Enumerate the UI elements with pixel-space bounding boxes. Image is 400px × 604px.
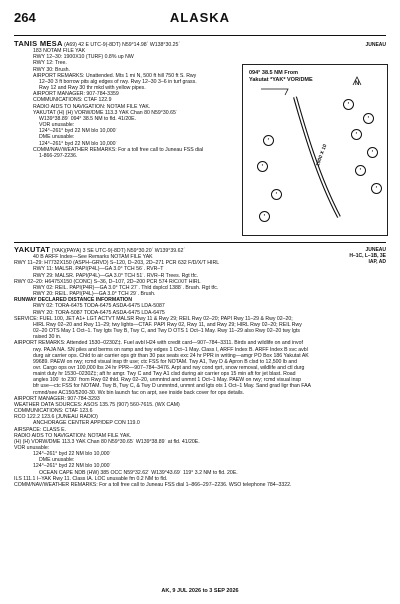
diagram-graphic <box>243 65 387 235</box>
text-line: COMM/NAV/WEATHER REMARKS: For a toll free call to Juneau FSS dial <box>33 146 204 153</box>
airport-name: TANIS MESA <box>14 41 63 48</box>
text-line: raised 30 in. <box>33 334 62 341</box>
text-line: RWY 11–29: H7732X150 (ASPH–GRVD) S–120, D–203, 2D–271 PCR 632 F/D/X/T HIRL <box>14 260 220 267</box>
airport-info: (A69) 42 E UTC-9(-8DT) N59°14.98´ W138°30.25´ <box>64 42 181 48</box>
text-line: 124°–261° byd 22 NM blo 10,000´ <box>33 451 112 458</box>
text-line: W139°38.89´ 094° 38.5 NM to fld. 41/20E. <box>39 115 137 122</box>
text-line: 99689. PAEW on rwy; rcmd visual insp tfr use; ctc FSS for NOTAM. Twy A1, Twy D & Apron B clsd to 12,500 lb and <box>33 358 297 365</box>
state-title: ALASKA <box>169 10 231 25</box>
text-line: ILS 111.1 I–YAK Rwy 11. Class IA. LOC unusable fm 0.2 NM to fld. <box>14 475 168 482</box>
text-line: 40 B ARFF Index—See Remarks NOTAM FILE YAK <box>33 254 153 261</box>
text-line: SERVICE: FUEL 100, JET A1+ LGT ACTVT MALSR Rwy 11 & Rwy 29; REIL Rwy 02–20; PAPI Rwy 11–29 & Rwy 02–20; <box>14 315 293 322</box>
text-line: RWY 02: REIL. PAPI(P4R)—GA 3.0° TCH 27´. Thld dsplcd 1388´. Brush. Rgt tfc. <box>33 284 219 291</box>
text-line: RADIO AIDS TO NAVIGATION: NOTAM FILE YAK. <box>14 432 132 439</box>
text-line: rwy. PAJA NA. SN piles and berms on ramp and twy edges 1 Oct–1 May. Class I, ARFF Index B. ARFF Index B svc avbl <box>33 346 308 353</box>
text-line: AIRPORT REMARKS: Unattended. Mts 1 mi N, 500 ft hill 750 ft S. Rwy <box>33 72 197 79</box>
text-line: DME unusable: <box>39 457 75 464</box>
text-line: bfr use—ctc FSS for NOTAM. Twy B, Twy C, & Twy D unmntnd, unmnt and lgts ots 1 Oct–1 May. Sand grad ligr than FAA <box>33 383 312 390</box>
text-line: (H) (H) VORW/DME 113.3 YAK Chan 80 N59°30.65´ W139°38.89´ at fld. 41/20E. <box>14 438 200 445</box>
airport-name: YAKUTAT <box>14 247 51 254</box>
text-line: COMM/NAV/WEATHER REMARKS: For a toll free call to Juneau FSS dial 1–866–297–2236. WSO telephone 784–3322. <box>14 481 292 488</box>
text-line: WEATHER DATA SOURCES: ASOS 135.75 (907) 560-7615. (WX CAM) <box>14 401 180 408</box>
text-line: RWY 12: Tree. <box>33 60 67 67</box>
text-line: RWY 29: MALSR. PAPI(P4L)—GA 3.0° TCH 51´. RVR–R Trees. Rgt tfc. <box>33 272 199 279</box>
region-label: JUNEAU <box>365 247 386 253</box>
airport-info: (YAK)(PAYA) 3 SE UTC-9(-8DT) N59°30.20´ W139°39.62´ <box>51 248 186 254</box>
text-line: DME unusable: <box>39 134 75 141</box>
text-line: angles 100´ to 230´ from Rwy 02 thld. Rwy 02–20, unmntnd and unmnt 1 Oct–1 May. PAEW on rwy; rcmd visual insp <box>33 377 301 384</box>
text-line: 183 NOTAM FILE YAK <box>33 48 86 55</box>
header-rule <box>14 35 386 36</box>
yakutat-title-line <box>14 247 386 254</box>
text-line: YAKUTAT (H) (H) VORW/DME 113.3 YAK Chan 80 N59°30.65´ <box>33 109 178 116</box>
text-line: VOR unusable: <box>39 122 75 129</box>
text-line: 12–30 3 ft borrow pits alg edges of rwy. Rwy 12–30 3–6 in turf grass. <box>39 78 197 85</box>
text-line: RWY 11: MALSR. PAPI(P4L)—GA 3.0° TCH 56´. RVR–T <box>33 266 164 273</box>
text-line: RWY 02: TORA-6475 TODA-6475 ASDA-6475 LDA-5087 <box>33 303 165 310</box>
text-line: VOR unusable: <box>14 445 50 451</box>
diagram-note: 094° 38.5 NM From Yakutat *YAK* VOR/DME <box>249 70 313 83</box>
tree-symbol: ⋅ <box>351 129 362 140</box>
chart-ref: IAP, AD <box>368 259 386 265</box>
page-footer: AK, 9 JUL 2026 to 3 SEP 2026 <box>161 588 239 594</box>
text-line: RWY 20: TORA-5087 TODA-6475 ASDA-6475 LDA-6475 <box>33 309 165 316</box>
tree-symbol: ⋅ <box>363 113 374 124</box>
text-line: RWY 20: REIL. PAPI(P4L)—GA 3.0° TCH 29´. Brush. <box>33 291 156 298</box>
tree-symbol: ⋅ <box>343 99 354 110</box>
text-line: durg air carrier ops. Chld to air carrier ops gtr than 30 pax seats exc 24 hr PPR in writing—amgr PO Box 186 Yakutat AK <box>33 352 309 359</box>
text-line: COMMUNICATIONS: CTAF 122.9 <box>33 97 112 104</box>
section-divider <box>14 242 386 243</box>
text-line: OCEAN CAPE NDB (HW) 385 OCC N59°32.62´ W139°43.69´ 119° 3.2 NM to fld. 20E. <box>39 469 238 476</box>
text-line: AIRPORT REMARKS: Attended 1530–0230Z‡. Fuel avbl H24 with credit card—907–784–3311. Birds and wildlife on and invof <box>14 340 303 347</box>
text-line: AIRPORT MANAGER: 907-784-3359 <box>33 91 119 98</box>
tree-symbol: ⋅ <box>367 147 378 158</box>
text-line: 02–20 OTS May 1 Oct–1. Twy lgts Twy B, Twy C, and Twy D OTS 1 Oct–1 May. Rwy 11–29 also Rwy 02–20 twy lgts <box>33 328 300 335</box>
text-line: ovr. Cargo ops ovr 100,000 lbs 24 hr PPR—907–784–3476. Arpt and rwy cond rprt, snow removal, wildlife and ctl durg <box>33 364 305 371</box>
page-header <box>14 8 386 30</box>
text-line: 1-866-297-2236. <box>39 152 78 159</box>
text-line: RADIO AIDS TO NAVIGATION: NOTAM FILE YAK. <box>33 103 151 110</box>
text-line: COMMUNICATIONS: CTAF 123.6 <box>14 408 93 415</box>
text-line: 124°–261° byd 22 NM blo 10,000´ <box>33 463 112 470</box>
text-line: 124°–261° byd 22 NM blo 10,000´ <box>39 128 118 135</box>
text-line: RWY 02–20: H6475X150 (CONC) S–36, D–107, 2D–200 PCR 574 R/C/X/T HIRL <box>14 278 201 285</box>
chart-references <box>349 247 386 265</box>
airport-sketch <box>242 64 388 236</box>
text-line: AIRSPACE: CLASS E. <box>14 426 67 433</box>
text-line: RWY 30: Brush. <box>33 66 71 73</box>
north-label: N <box>355 81 360 87</box>
tree-symbol: ⋅ <box>259 211 270 222</box>
text-line: maint duty hr 1530–0230Z‡; aft hr amgr. Twy C and Twy A1 clsd during air carrier ops 15 min aft for jet blast. Road <box>33 371 296 378</box>
text-line: ANCHORAGE CENTER APP/DEP CON 119.0 <box>33 420 140 427</box>
tree-symbol: ⋅ <box>263 135 274 146</box>
text-line: 124°–261° byd 22 NM blo 10,000´ <box>39 140 118 147</box>
tree-symbol: ⋅ <box>257 161 268 172</box>
tanis-title-line <box>14 41 386 48</box>
text-line: Rwy 12 and Rwy 30 thr mkd with yellow pipes. <box>39 85 146 92</box>
chart-ref: H–1C, L–1B, 3E <box>349 253 386 259</box>
text-line: rcmnd/see AC150/5200-30. Wx bin launch fac on arpt, see inside back cover for ops details. <box>33 389 245 396</box>
tree-symbol: ⋅ <box>271 189 282 200</box>
text-line: RWY 12–30: 1900X10 (TURF) 0.8% up NW <box>33 54 134 61</box>
tree-symbol: ⋅ <box>355 165 366 176</box>
text-line: AIRPORT MANAGER: 907-784-3293 <box>14 395 100 402</box>
region-label: JUNEAU <box>365 42 386 48</box>
text-line: RUNWAY DECLARED DISTANCE INFORMATION <box>14 297 132 304</box>
text-line: RCO 122.2 123.6 (JUNEAU RADIO) <box>14 414 98 421</box>
tree-symbol: ⋅ <box>371 183 382 194</box>
text-line: HIRL Rwy 02–20 and Rwy 11–29; twy lights—CTAF. PAPI Rwy 02, Rwy 11, and Rwy 29; HIRL Rwy 02–20; REIL Rwy <box>33 321 302 328</box>
page-number: 264 <box>14 10 36 25</box>
yakutat-entry <box>14 247 386 488</box>
runway-label: 1900 X 10 <box>315 143 329 168</box>
